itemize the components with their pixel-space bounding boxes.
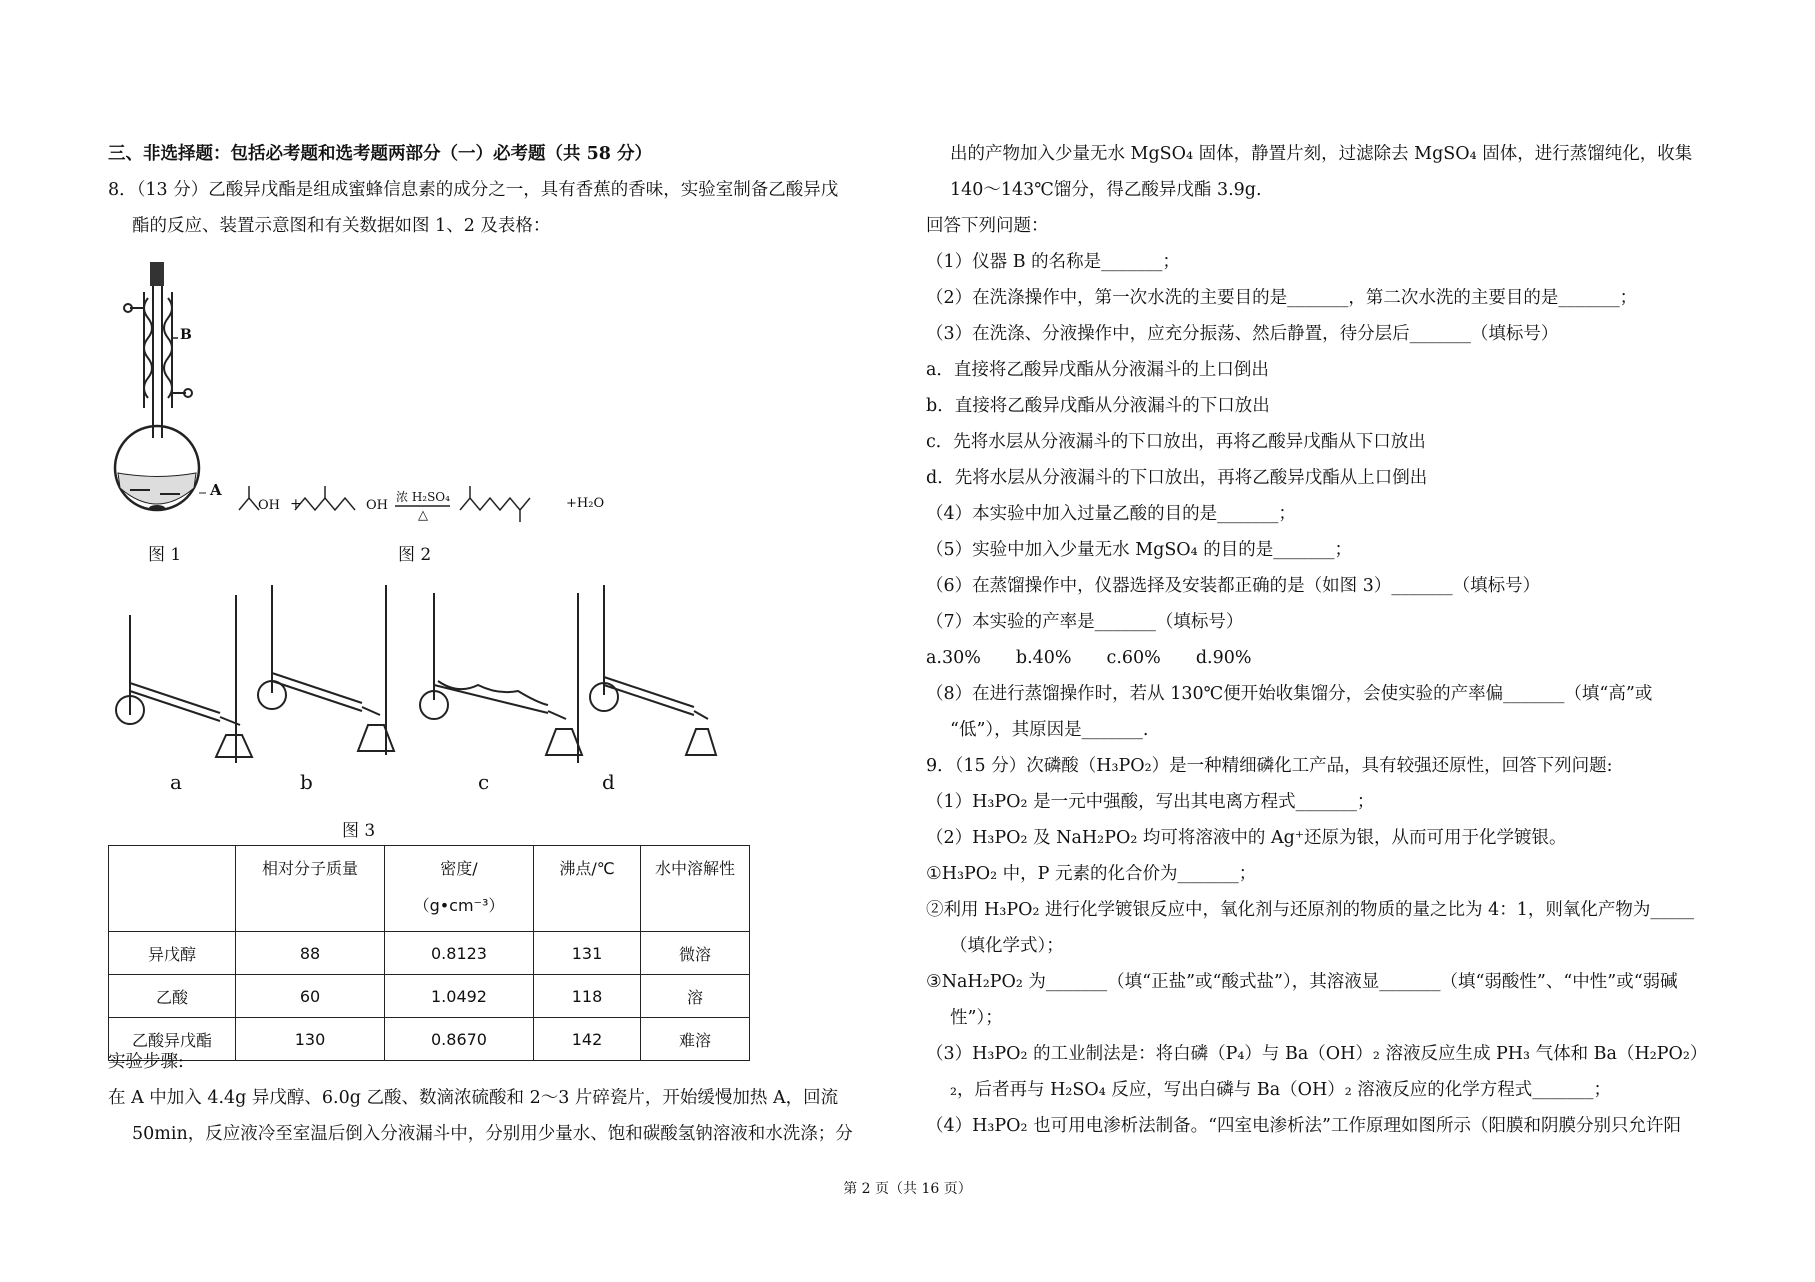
q8-sub8-line2: “低”），其原因是_______. bbox=[950, 720, 1149, 740]
q8-stem-line2: 酯的反应、装置示意图和有关数据如图 1、2 及表格： bbox=[132, 216, 551, 236]
q8-sub8-line1: （8）在进行蒸馏操作时，若从 130℃便开始收集馏分，会使实验的产率偏_______（填“高”或 bbox=[926, 684, 1653, 704]
table-cell: 乙酸异戊酯 bbox=[109, 1018, 236, 1061]
q9-sub2-3-line1: ③NaH₂PO₂ 为_______（填“正盐”或“酸式盐”），其溶液显_______（填“弱酸性”、“中性”或“弱碱 bbox=[926, 972, 1678, 992]
steps-line2: 50min，反应液冷至室温后倒入分液漏斗中，分别用少量水、饱和碳酸氢钠溶液和水洗涤；分 bbox=[132, 1124, 853, 1144]
page-footer: 第 2 页（共 16 页） bbox=[843, 1181, 972, 1197]
q9-sub2-3-line2: 性”）； bbox=[950, 1008, 1003, 1028]
q8-sub6: （6）在蒸馏操作中，仪器选择及安装都正确的是（如图 3）_______（填标号） bbox=[926, 576, 1541, 596]
steps-line1: 在 A 中加入 4.4g 异戊醇、6.0g 乙酸、数滴浓硫酸和 2～3 片碎瓷片，开始缓慢加热 A，回流 bbox=[108, 1088, 839, 1108]
table-cell: 130 bbox=[236, 1018, 385, 1061]
q8-sub5: （5）实验中加入少量无水 MgSO₄ 的目的是_______； bbox=[926, 540, 1352, 560]
right-line1: 出的产物加入少量无水 MgSO₄ 固体，静置片刻，过滤除去 MgSO₄ 固体，进行蒸馏纯化，收集 bbox=[950, 144, 1693, 164]
fig2-caption: 图 2 bbox=[398, 545, 432, 565]
table-header: 相对分子质量 bbox=[236, 846, 385, 932]
table-cell: 1.0492 bbox=[385, 975, 534, 1018]
section-title: 三、非选择题：包括必考题和选考题两部分（一）必考题（共 58 分） bbox=[108, 144, 653, 164]
fig2-catalyst: 浓 H₂SO₄ bbox=[396, 490, 450, 504]
q9-sub3-line2: ₂，后者再与 H₂SO₄ 反应，写出白磷与 Ba（OH）₂ 溶液反应的化学方程式_______； bbox=[950, 1080, 1612, 1100]
right-line2: 140～143℃馏分，得乙酸异戊酯 3.9g. bbox=[950, 180, 1262, 200]
q9-stem: 9．（15 分）次磷酸（H₃PO₂）是一种精细磷化工产品，具有较强还原性，回答下列问题: bbox=[926, 756, 1613, 776]
table-cell: 0.8670 bbox=[385, 1018, 534, 1061]
table-cell: 0.8123 bbox=[385, 932, 534, 975]
table-cell: 142 bbox=[534, 1018, 641, 1061]
table-header-density-unit: （g•cm⁻³） bbox=[413, 896, 505, 915]
q9-sub2: （2）H₃PO₂ 及 NaH₂PO₂ 均可将溶液中的 Ag⁺还原为银，从而可用于化学镀银。 bbox=[926, 828, 1567, 848]
table-header bbox=[109, 846, 236, 932]
table-header: 沸点/℃ bbox=[534, 846, 641, 932]
table-cell: 131 bbox=[534, 932, 641, 975]
fig2-product: +H₂O bbox=[566, 496, 605, 511]
fig1-label-a: A bbox=[210, 481, 222, 499]
table-cell: 118 bbox=[534, 975, 641, 1018]
table-cell: 微溶 bbox=[641, 932, 750, 975]
table-cell: 溶 bbox=[641, 975, 750, 1018]
steps-title: 实验步骤: bbox=[108, 1052, 184, 1072]
fig3-label-a: a bbox=[170, 770, 182, 794]
table-cell: 异戊醇 bbox=[109, 932, 236, 975]
fig3-label-c: c bbox=[478, 770, 490, 794]
q8-option-a: a．直接将乙酸异戊酯从分液漏斗的上口倒出 bbox=[926, 360, 1269, 380]
q8-sub7: （7）本实验的产率是_______（填标号） bbox=[926, 612, 1244, 632]
table-row bbox=[109, 1018, 750, 1061]
table-cell: 60 bbox=[236, 975, 385, 1018]
table-cell: 难溶 bbox=[641, 1018, 750, 1061]
q9-sub4-line1: （4）H₃PO₂ 也可用电渗析法制备。“四室电渗析法”工作原理如图所示（阳膜和阴膜分别只允许阳 bbox=[926, 1116, 1682, 1136]
q8-sub7-options: a.30% b.40% c.60% d.90% bbox=[926, 648, 1252, 668]
q8-option-b: b．直接将乙酸异戊酯从分液漏斗的下口放出 bbox=[926, 396, 1270, 416]
q9-sub2-1: ①H₃PO₂ 中，P 元素的化合价为_______； bbox=[926, 864, 1257, 884]
q8-sub2: （2）在洗涤操作中，第一次水洗的主要目的是_______，第二次水洗的主要目的是_______； bbox=[926, 288, 1638, 308]
q9-sub2-2-line2: （填化学式）； bbox=[950, 936, 1064, 956]
q8-sub3: （3）在洗涤、分液操作中，应充分振荡、然后静置，待分层后_______（填标号） bbox=[926, 324, 1559, 344]
q8-sub1: （1）仪器 B 的名称是_______； bbox=[926, 252, 1180, 272]
fig3-label-d: d bbox=[602, 770, 615, 794]
table-cell: 88 bbox=[236, 932, 385, 975]
fig1-label-b: B bbox=[180, 327, 192, 343]
fig3-label-b: b bbox=[300, 770, 313, 794]
fig1-caption: 图 1 bbox=[148, 545, 182, 565]
q8-sub4: （4）本实验中加入过量乙酸的目的是_______； bbox=[926, 504, 1296, 524]
table-header: 水中溶解性 bbox=[641, 846, 750, 932]
fig2-heat: △ bbox=[418, 508, 428, 523]
q9-sub3-line1: （3）H₃PO₂ 的工业制法是：将白磷（P₄）与 Ba（OH）₂ 溶液反应生成 PH₃ 气体和 Ba（H₂PO₂） bbox=[926, 1044, 1708, 1064]
table-row bbox=[109, 975, 750, 1018]
table-row bbox=[109, 932, 750, 975]
q8-option-c: c．先将水层从分液漏斗的下口放出，再将乙酸异戊酯从下口放出 bbox=[926, 432, 1426, 452]
table-header bbox=[385, 846, 534, 932]
fig2-plus: + bbox=[290, 496, 302, 512]
fig3-caption: 图 3 bbox=[342, 821, 376, 841]
q8-option-d: d．先将水层从分液漏斗的下口放出，再将乙酸异戊酯从上口倒出 bbox=[926, 468, 1428, 488]
answer-intro: 回答下列问题： bbox=[926, 216, 1049, 236]
table-header-density: 密度/ bbox=[440, 859, 478, 878]
fig2-alcohol-oh: OH bbox=[366, 498, 388, 513]
q8-stem-line1: 8．（13 分）乙酸异戊酯是组成蜜蜂信息素的成分之一，具有香蕉的香味，实验室制备乙酸异戊 bbox=[108, 180, 839, 200]
properties-table bbox=[108, 845, 750, 1061]
figure-1-reflux-apparatus bbox=[110, 258, 250, 518]
fig2-acid-oh: OH bbox=[258, 498, 280, 513]
q9-sub2-2-line1: ②利用 H₃PO₂ 进行化学镀银反应中，氧化剂与还原剂的物质的量之比为 4：1，则氧化产物为_____ bbox=[926, 900, 1695, 920]
table-header-row bbox=[109, 846, 750, 932]
q9-sub1: （1）H₃PO₂ 是一元中强酸，写出其电离方程式_______； bbox=[926, 792, 1375, 812]
table-cell: 乙酸 bbox=[109, 975, 236, 1018]
figure-3-distillation-setups bbox=[108, 585, 718, 770]
